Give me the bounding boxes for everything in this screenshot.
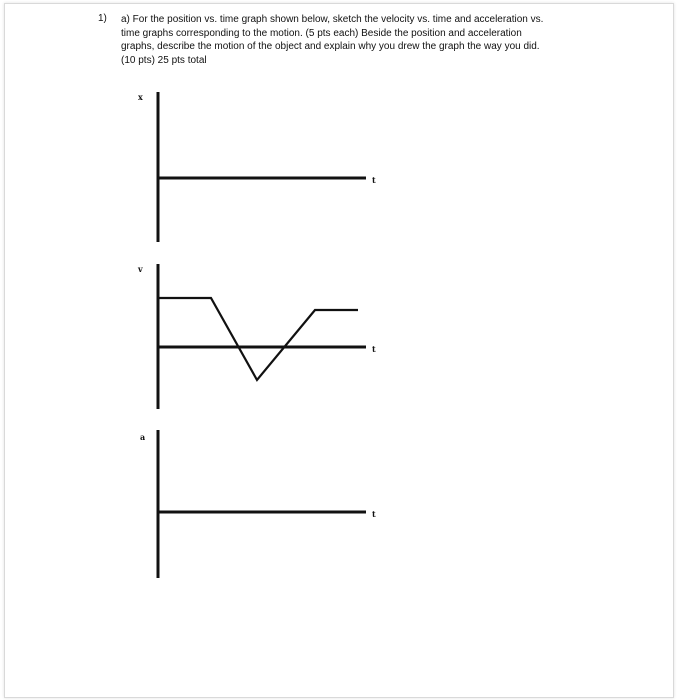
question-line-3: graphs, describe the motion of the object and explain why you drew the graph the way you did. bbox=[121, 41, 540, 52]
velocity-time-label: t bbox=[372, 344, 376, 354]
acceleration-time-label: t bbox=[372, 509, 376, 519]
question-line-1: a) For the position vs. time graph shown below, sketch the velocity vs. time and acceleration vs. bbox=[121, 14, 544, 25]
position-time-graph bbox=[138, 92, 376, 242]
velocity-axis-label: v bbox=[138, 264, 143, 274]
question-line-2: time graphs corresponding to the motion. (5 pts each) Beside the position and acceleration bbox=[121, 27, 522, 39]
question-number: 1) bbox=[98, 13, 107, 24]
acceleration-time-graph bbox=[140, 430, 376, 578]
velocity-curve bbox=[158, 298, 358, 380]
velocity-time-graph bbox=[137, 264, 376, 409]
position-time-label: t bbox=[372, 175, 376, 185]
acceleration-axis-label: a bbox=[140, 432, 146, 442]
position-axis-label: x bbox=[138, 92, 143, 102]
question-line-4: (10 pts) 25 pts total bbox=[121, 54, 207, 66]
